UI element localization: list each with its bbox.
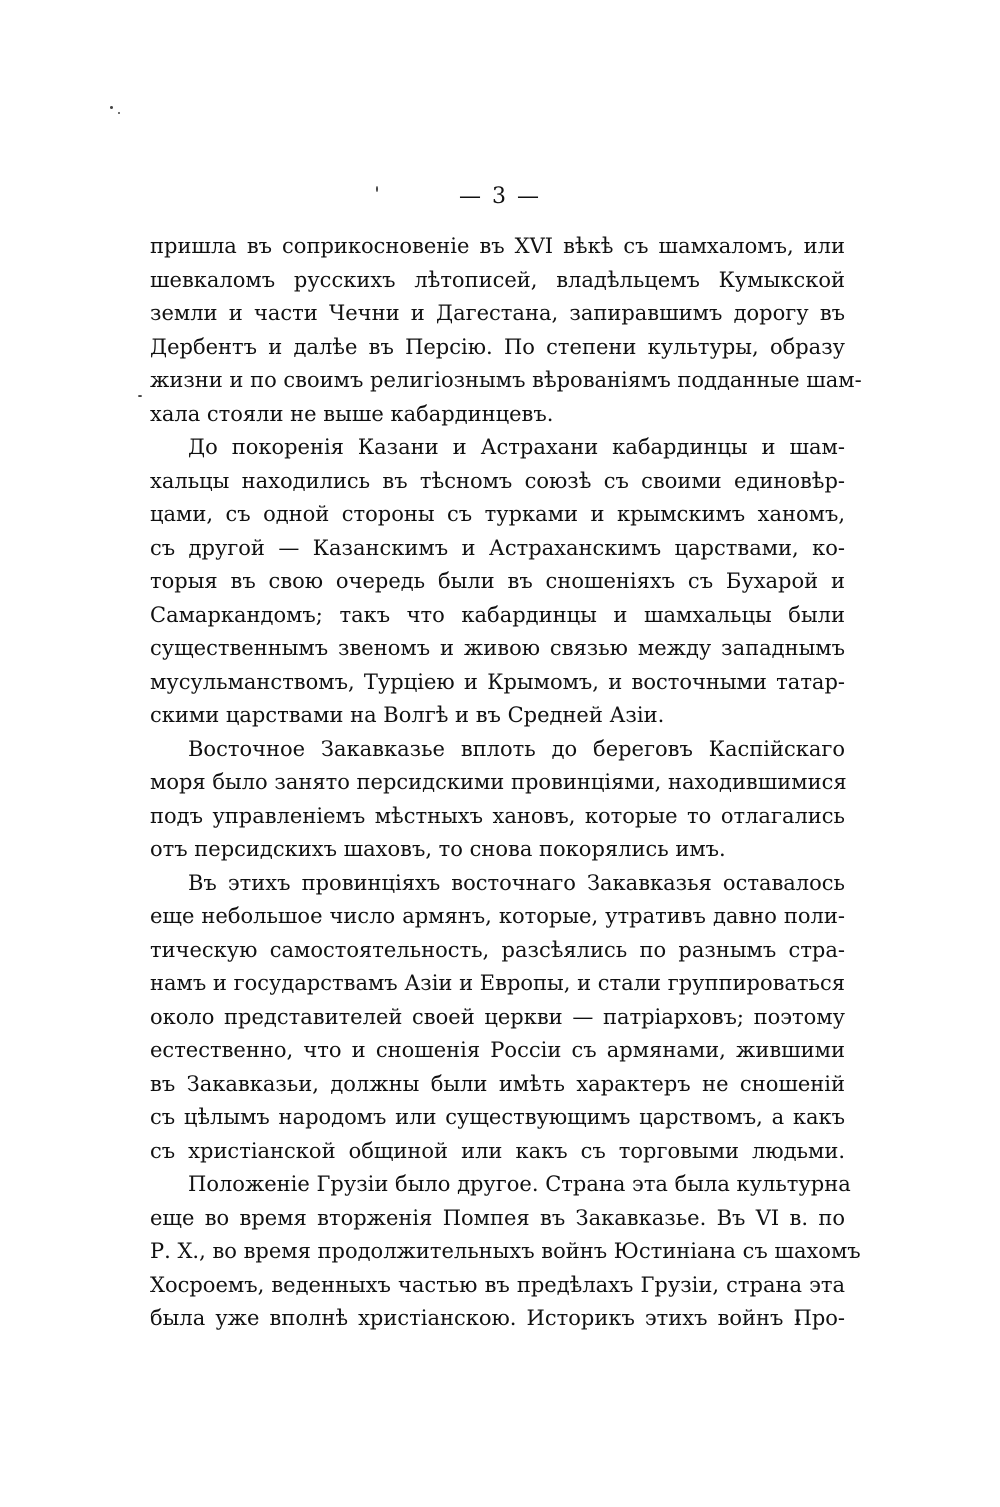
text-line: моря было занято персидскими провинціями, находившимися bbox=[150, 770, 847, 794]
text-line: отъ персидскихъ шаховъ, то снова покорялись имъ. bbox=[150, 837, 726, 861]
text-line: подъ управленіемъ мѣстныхъ хановъ, которые то отлагались bbox=[150, 803, 845, 828]
text-line: хала стояли не выше кабардинцевъ. bbox=[150, 401, 554, 426]
text-line: существеннымъ звеномъ и живою связью между западнымъ bbox=[150, 636, 845, 660]
text-line: цами, съ одной стороны съ турками и крымскимъ ханомъ, bbox=[150, 502, 845, 526]
paragraph-2 bbox=[150, 431, 845, 733]
text-line: въ Закавказьи, должны были имѣть характеръ не сношеній bbox=[150, 1071, 845, 1096]
text-line: торыя въ свою очередь были въ сношеніяхъ съ Бухарой и bbox=[150, 569, 845, 593]
body-text bbox=[150, 230, 862, 1336]
paragraph-5 bbox=[150, 1168, 861, 1336]
text-line: была уже вполнѣ христіанскою. Историкъ этихъ войнъ Про- bbox=[150, 1306, 845, 1330]
text-line: еще небольшое число армянъ, которые, утративъ давно поли- bbox=[150, 904, 845, 928]
text-line: пришла въ соприкосновеніе въ XVI вѣкѣ съ шамхаломъ, или bbox=[150, 234, 845, 258]
text-line: жизни и по своимъ религіознымъ вѣрованіямъ подданные шам- bbox=[150, 368, 862, 392]
text-line: земли и части Чечни и Дагестана, запиравшимъ дорогу въ bbox=[150, 301, 845, 325]
text-line: Хосроемъ, веденныхъ частью въ предѣлахъ Грузіи, страна эта bbox=[150, 1272, 845, 1297]
text-line: около представителей своей церкви — патріарховъ; поэтому bbox=[150, 1004, 845, 1029]
scan-speck bbox=[110, 106, 113, 109]
text-line: намъ и государствамъ Азіи и Европы, и стали группироваться bbox=[150, 971, 845, 995]
text-line: мусульманствомъ, Турціею и Крымомъ, и восточными татар- bbox=[150, 669, 845, 694]
scan-speck bbox=[138, 395, 142, 397]
text-line: Самаркандомъ; такъ что кабардинцы и шамхальцы были bbox=[150, 602, 845, 627]
text-line: Восточное Закавказье вплоть до береговъ Каспійскаго bbox=[188, 736, 845, 761]
paragraph-3 bbox=[150, 733, 845, 867]
text-line: съ другой — Казанскимъ и Астраханскимъ царствами, ко- bbox=[150, 535, 845, 560]
paragraph-4 bbox=[150, 867, 845, 1169]
text-line: съ цѣлымъ народомъ или существующимъ царствомъ, а какъ bbox=[150, 1105, 845, 1129]
text-line: Въ этихъ провинціяхъ восточнаго Закавказья оставалось bbox=[188, 870, 845, 895]
page-number: — 3 — bbox=[459, 184, 541, 209]
scan-speck bbox=[118, 112, 120, 114]
text-line: Положеніе Грузіи было другое. Страна эта была культурна bbox=[188, 1172, 851, 1196]
text-line: хальцы находились въ тѣсномъ союзѣ съ своими единовѣр- bbox=[150, 468, 845, 493]
text-line: скими царствами на Волгѣ и въ Средней Азіи. bbox=[150, 703, 665, 727]
text-line: естественно, что и сношенія Россіи съ армянами, жившими bbox=[150, 1038, 845, 1062]
text-line: тическую самостоятельность, разсѣялись по разнымъ стра- bbox=[150, 937, 845, 962]
text-line: Дербентъ и далѣе въ Персію. По степени культуры, образу bbox=[150, 334, 845, 359]
text-line: еще во время вторженія Помпея въ Закавказье. Въ VI в. по bbox=[150, 1205, 845, 1230]
text-line: съ христіанской общиной или какъ съ торговыми людьми. bbox=[150, 1138, 845, 1163]
text-line: Р. Х., во время продолжительныхъ войнъ Юстиніана съ шахомъ bbox=[150, 1239, 861, 1263]
paragraph-1 bbox=[150, 230, 862, 431]
text-line: До покоренія Казани и Астрахани кабардинцы и шам- bbox=[188, 435, 845, 459]
text-line: шевкаломъ русскихъ лѣтописей, владѣльцемъ Кумыкской bbox=[150, 267, 845, 292]
